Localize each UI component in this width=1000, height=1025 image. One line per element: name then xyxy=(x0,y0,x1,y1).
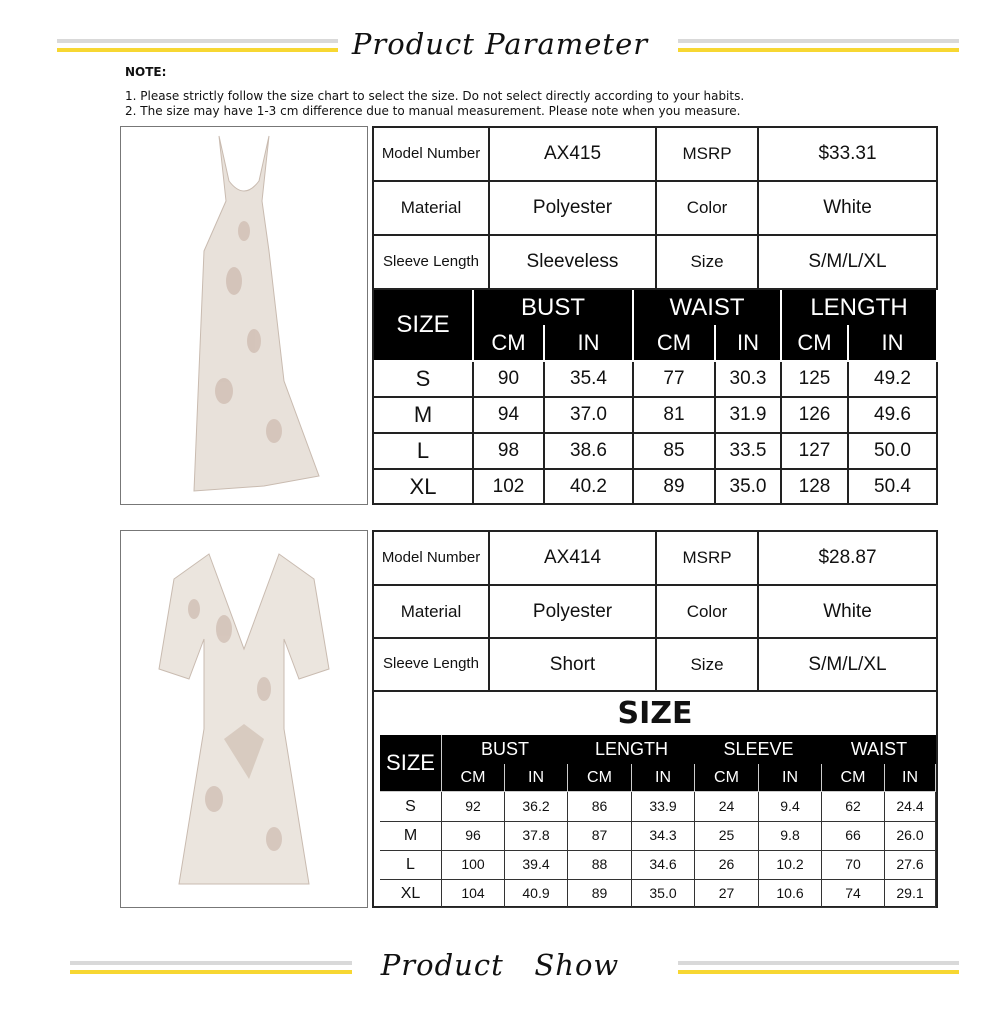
size-unit-header: CM xyxy=(695,764,759,792)
spec-value: White xyxy=(759,586,938,639)
size-header: SIZE xyxy=(374,290,474,362)
size-unit-header: IN xyxy=(505,764,568,792)
size-value: 49.6 xyxy=(849,398,938,434)
size-unit-header: CM xyxy=(442,764,505,792)
size-value: 92 xyxy=(442,792,505,822)
divider-yellow xyxy=(678,48,959,52)
size-value: 35.4 xyxy=(545,362,634,398)
size-value: 34.6 xyxy=(632,851,695,880)
size-label: M xyxy=(374,398,474,434)
size-value: 85 xyxy=(634,434,716,470)
size-value: 25 xyxy=(695,822,759,851)
size-unit-header: CM xyxy=(634,325,716,362)
size-value: 125 xyxy=(782,362,849,398)
size-value: 70 xyxy=(822,851,885,880)
size-unit-header: IN xyxy=(716,325,782,362)
size-value: 36.2 xyxy=(505,792,568,822)
spec-label: Material xyxy=(374,182,490,236)
size-value: 30.3 xyxy=(716,362,782,398)
size-value: 102 xyxy=(474,470,545,505)
size-value: 35.0 xyxy=(716,470,782,505)
size-value: 98 xyxy=(474,434,545,470)
size-value: 37.8 xyxy=(505,822,568,851)
spec-label: Sleeve Length xyxy=(374,639,490,692)
size-value: 77 xyxy=(634,362,716,398)
product-image-mini-dress xyxy=(120,530,368,908)
dress-illustration xyxy=(144,131,344,501)
size-label: XL xyxy=(380,880,442,908)
size-value: 9.8 xyxy=(759,822,822,851)
size-value: 87 xyxy=(568,822,632,851)
size-value: 100 xyxy=(442,851,505,880)
size-value: 127 xyxy=(782,434,849,470)
divider-yellow xyxy=(57,48,338,52)
size-value: 26 xyxy=(695,851,759,880)
size-unit-header: IN xyxy=(632,764,695,792)
product-table-ax414 xyxy=(372,530,938,908)
size-value: 90 xyxy=(474,362,545,398)
size-value: 10.6 xyxy=(759,880,822,908)
spec-value: $28.87 xyxy=(759,532,938,586)
size-value: 126 xyxy=(782,398,849,434)
size-value: 24 xyxy=(695,792,759,822)
size-unit-header: IN xyxy=(759,764,822,792)
size-value: 62 xyxy=(822,792,885,822)
divider-gray xyxy=(678,39,959,43)
size-group-header: WAIST xyxy=(822,735,936,764)
spec-value: $33.31 xyxy=(759,128,938,182)
size-group-header: BUST xyxy=(474,290,634,325)
spec-value: Sleeveless xyxy=(490,236,657,290)
size-value: 40.9 xyxy=(505,880,568,908)
size-value: 40.2 xyxy=(545,470,634,505)
size-value: 74 xyxy=(822,880,885,908)
divider-yellow xyxy=(70,970,352,974)
divider-yellow xyxy=(678,970,959,974)
spec-value: Polyester xyxy=(490,182,657,236)
size-label: M xyxy=(380,822,442,851)
product-image-maxi-dress xyxy=(120,126,368,505)
spec-value: AX414 xyxy=(490,532,657,586)
size-value: 29.1 xyxy=(885,880,936,908)
spec-label: Material xyxy=(374,586,490,639)
size-value: 27 xyxy=(695,880,759,908)
size-unit-header: CM xyxy=(822,764,885,792)
size-value: 88 xyxy=(568,851,632,880)
size-unit-header: CM xyxy=(474,325,545,362)
spec-label: Color xyxy=(657,586,759,639)
size-unit-header: IN xyxy=(849,325,938,362)
spec-label: MSRP xyxy=(657,532,759,586)
size-value: 26.0 xyxy=(885,822,936,851)
spec-label: MSRP xyxy=(657,128,759,182)
spec-value: S/M/L/XL xyxy=(759,639,938,692)
size-group-header: LENGTH xyxy=(568,735,695,764)
dress-illustration xyxy=(134,539,354,899)
spec-value: White xyxy=(759,182,938,236)
spec-value: Short xyxy=(490,639,657,692)
product-table-ax415 xyxy=(372,126,938,505)
size-value: 24.4 xyxy=(885,792,936,822)
note-line: 2. The size may have 1-3 cm difference due to manual measurement. Please note when you measure. xyxy=(125,104,741,118)
size-unit-header: CM xyxy=(568,764,632,792)
size-label: S xyxy=(380,792,442,822)
divider-gray xyxy=(70,961,352,965)
size-value: 37.0 xyxy=(545,398,634,434)
spec-value: Polyester xyxy=(490,586,657,639)
size-value: 35.0 xyxy=(632,880,695,908)
size-value: 10.2 xyxy=(759,851,822,880)
size-label: L xyxy=(380,851,442,880)
size-value: 86 xyxy=(568,792,632,822)
size-value: 27.6 xyxy=(885,851,936,880)
size-group-header: BUST xyxy=(442,735,568,764)
size-group-header: WAIST xyxy=(634,290,782,325)
size-unit-header: IN xyxy=(885,764,936,792)
size-value: 50.0 xyxy=(849,434,938,470)
size-value: 104 xyxy=(442,880,505,908)
size-value: 89 xyxy=(634,470,716,505)
spec-label: Sleeve Length xyxy=(374,236,490,290)
size-value: 66 xyxy=(822,822,885,851)
spec-value: AX415 xyxy=(490,128,657,182)
size-value: 49.2 xyxy=(849,362,938,398)
divider-gray xyxy=(57,39,338,43)
size-value: 128 xyxy=(782,470,849,505)
spec-label: Model Number xyxy=(374,128,490,182)
size-label: XL xyxy=(374,470,474,505)
note-line: 1. Please strictly follow the size chart to select the size. Do not select directly according to your habits. xyxy=(125,89,745,103)
size-value: 89 xyxy=(568,880,632,908)
spec-label: Color xyxy=(657,182,759,236)
size-header: SIZE xyxy=(380,735,442,792)
note-label: NOTE: xyxy=(125,65,167,79)
size-value: 50.4 xyxy=(849,470,938,505)
size-value: 81 xyxy=(634,398,716,434)
size-value: 96 xyxy=(442,822,505,851)
spec-value: S/M/L/XL xyxy=(759,236,938,290)
size-value: 34.3 xyxy=(632,822,695,851)
spec-label: Size xyxy=(657,236,759,290)
page-title: Product Parameter xyxy=(351,27,649,61)
size-value: 38.6 xyxy=(545,434,634,470)
size-group-header: SLEEVE xyxy=(695,735,822,764)
size-value: 94 xyxy=(474,398,545,434)
spec-label: Model Number xyxy=(374,532,490,586)
size-unit-header: CM xyxy=(782,325,849,362)
size-value: 31.9 xyxy=(716,398,782,434)
size-value: 39.4 xyxy=(505,851,568,880)
size-title: SIZE xyxy=(617,696,693,732)
divider-gray xyxy=(678,961,959,965)
size-label: S xyxy=(374,362,474,398)
size-value: 9.4 xyxy=(759,792,822,822)
size-value: 33.5 xyxy=(716,434,782,470)
size-unit-header: IN xyxy=(545,325,634,362)
size-label: L xyxy=(374,434,474,470)
spec-label: Size xyxy=(657,639,759,692)
section-title-product-show: Product Show xyxy=(380,948,620,982)
size-value: 33.9 xyxy=(632,792,695,822)
size-group-header: LENGTH xyxy=(782,290,938,325)
